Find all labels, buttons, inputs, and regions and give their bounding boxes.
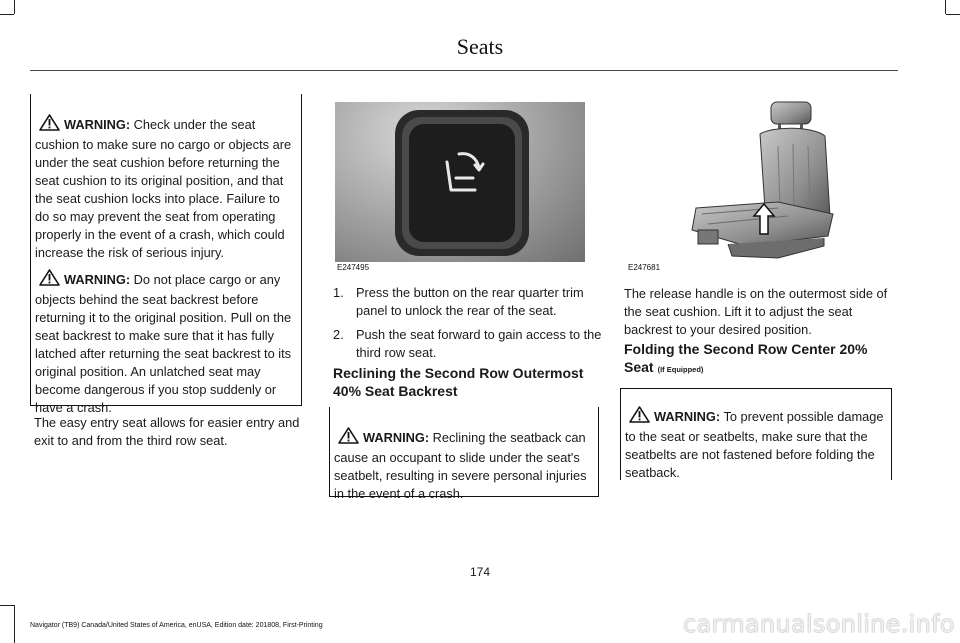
warning-text: Check under the seat cushion to make sure no cargo or objects are under the seat cushion before returning the seat cushion to its original position, and that the seat cushion locks into place. Failure to do so may prevent the seat from operating properly in the event of a crash, which could increase the risk of serious injury. — [35, 117, 292, 260]
edition-info: Navigator (TB9) Canada/United States of America, enUSA, Edition date: 201808, First-Printing — [30, 622, 323, 629]
warning-triangle-icon — [338, 427, 359, 449]
warning-text: To prevent possible damage to the seat or seatbelts, make sure that the seatbelts are not fastened before folding the seatback. — [625, 409, 884, 480]
section-heading-line: Folding the Second Row Center 20% — [624, 341, 868, 357]
release-handle-paragraph: The release handle is on the outermost side of the seat cushion. Lift it to adjust the seat backrest to your desired position. — [624, 286, 888, 337]
warning-box-reclining — [329, 407, 599, 501]
step-text: Push the seat forward to gain access to the third row seat. — [356, 327, 602, 360]
warning-label: WARNING: — [64, 272, 131, 287]
warning-paragraph — [35, 269, 297, 417]
warning-paragraph — [334, 427, 594, 503]
page-title: Seats — [456, 34, 504, 59]
warning-label: WARNING: — [64, 117, 131, 132]
header-rule — [30, 70, 898, 71]
warning-label: WARNING: — [654, 409, 721, 424]
warning-triangle-icon — [39, 269, 60, 291]
easy-entry-paragraph: The easy entry seat allows for easier entry and exit to and from the third row seat. — [34, 415, 300, 448]
warning-box-folding — [620, 388, 892, 480]
warning-paragraph — [35, 114, 297, 262]
watermark: carmanualsonline.info — [683, 610, 955, 638]
step-list — [333, 284, 603, 362]
section-heading-line — [624, 358, 904, 379]
warning-paragraph — [625, 406, 887, 482]
figure-id: E247495 — [337, 263, 370, 272]
crop-mark-bottom-left-h — [0, 605, 14, 606]
warning-text: Do not place cargo or any objects behind the seat backrest before returning it to the original position. Pull on the seat backrest to make sure that it has fully latched after returning the seat backrest to its original position. An unlatched seat may become dangerous if you stop suddenly or have a crash. — [35, 272, 292, 415]
step-number: 2. — [333, 327, 344, 342]
crop-mark-top-left-h — [0, 14, 14, 15]
crop-mark-top-right-v — [945, 0, 946, 14]
step-text: Press the button on the rear quarter trim panel to unlock the rear of the seat. — [356, 285, 584, 318]
figure-id: E247681 — [628, 263, 661, 272]
seat-recline-illustration — [628, 96, 890, 264]
section-heading-word: Seat — [624, 359, 654, 375]
crop-mark-bottom-left-v — [14, 605, 15, 643]
warning-label: WARNING: — [363, 430, 430, 445]
warning-triangle-icon — [629, 406, 650, 428]
page-number: 174 — [469, 565, 491, 579]
list-item — [333, 326, 603, 362]
list-item — [333, 284, 603, 320]
unlock-button-photo — [335, 102, 585, 262]
warning-text: Reclining the seatback can cause an occupant to slide under the seat's seatbelt, resulting in severe personal injuries in the event of a crash. — [334, 430, 587, 501]
warning-box-cargo — [30, 94, 302, 415]
crop-mark-top-right-h — [946, 14, 960, 15]
step-number: 1. — [333, 285, 344, 300]
warning-triangle-icon — [39, 114, 60, 136]
section-heading — [624, 340, 904, 379]
crop-mark-top-left-v — [14, 0, 15, 14]
section-heading: Reclining the Second Row Outermost 40% Seat Backrest — [333, 365, 584, 399]
if-equipped-note: (If Equipped) — [657, 365, 704, 374]
step-list-container — [333, 284, 603, 368]
